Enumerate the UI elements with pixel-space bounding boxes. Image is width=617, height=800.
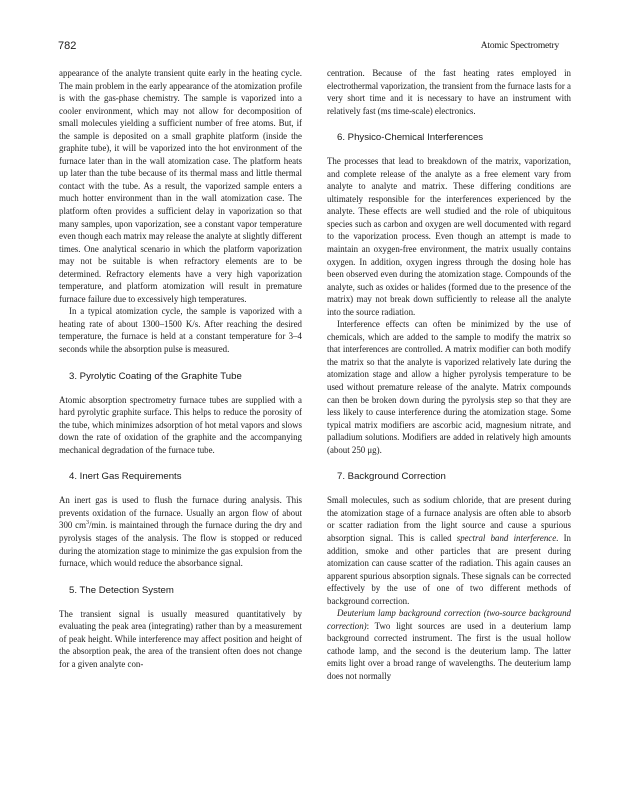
text-span: Small molecules, such as sodium chloride, that are present during the atomization stage of a furnace analysis are often able to absorb or scatter radiation from the light source and cause a spurious absorption signal. This is called [327, 495, 571, 543]
paragraph: The transient signal is usually measured quantitatively by evaluating the peak area (integrating) rather than by a measurement of peak height. While interference may affect position and height of the absorption peak, the area of the transient often does not change for a given analyte con- [59, 608, 302, 669]
paragraph: Interference effects can often be minimized by the use of chemicals, which are added to the sample to modify the matrix so that interferences are controlled. A matrix modifier can both modify the matrix so that the analyte is vaporized relatively late during the atomization stage and allow a higher pyrolysis temperature to be used without premature release of the analyte. Matrix compounds can then be broken down during the pyrolysis step so that they are less likely to cause interference during the atomization stage. Some typical matrix modifiers are ascorbic acid, magnesium nitrate, and palladium solutions. Modifiers are added in relatively high amounts (about 250 μg). [327, 319, 571, 455]
section-heading-pyrolytic-coating: 3. Pyrolytic Coating of the Graphite Tube [69, 370, 242, 382]
page-number: 782 [58, 40, 77, 52]
text-span: : Two light sources are used in a deuterium lamp background corrected instrument. The first is the usual hollow cathode lamp, and the second is the deuterium lamp. The latter emits light over a broad range of wavelengths. The deuterium lamp does not normally [327, 620, 571, 681]
paragraph [327, 607, 571, 682]
paragraph [327, 494, 571, 607]
section-heading-physico-chemical: 6. Physico-Chemical Interferences [337, 132, 484, 144]
paragraph: centration. Because of the fast heating rates employed in electrothermal vaporization, the transient from the furnace lasts for a very short time and it is necessary to have an instrument with relatively fast (ms time-scale) electronics. [327, 68, 571, 116]
running-head: Atomic Spectrometry [480, 41, 559, 51]
paragraph: Atomic absorption spectrometry furnace tubes are supplied with a hard pyrolytic graphite surface. This helps to reduce the porosity of the tube, which minimizes adsorption of hot metal vapors and slows down the rate of oxidation of the graphite and the accompanying mechanical degradation of the furnace tube. [59, 394, 302, 455]
text-span: An inert gas is used to flush the furnace during analysis. This prevents oxidation of the furnace. Usually an argon flow of about 300 cm [59, 495, 302, 531]
paragraph: The processes that lead to breakdown of the matrix, vaporization, and complete release of the analyte as a free element vary from analyte to analyte and matrix. These differing conditions are ultimately responsible for the interferences experienced by the analyte. These effects are well studied and the role of ubiquitous species such as carbon and oxygen are well documented with regard to the vaporization process. Even though an attempt is made to maintain an oxygen-free environment, the matrix usually contains oxygen. In addition, oxygen ingress through the dosing hole has been observed even during the atomization stage. Compounds of the analyte, such as oxides or halides (formed due to the presence of the matrix) may not break down sufficiently to release all the analyte into the source radiation. [327, 156, 571, 317]
paragraph [59, 494, 302, 569]
section-heading-inert-gas: 4. Inert Gas Requirements [69, 471, 182, 483]
text-span: /min. is maintained through the furnace during the dry and pyrolysis stages of the analysis. The flow is stopped or reduced during the atomization stage to minimize the gas expulsion from the furnace, which would reduce the absorbance signal. [59, 520, 302, 569]
paragraph: In a typical atomization cycle, the sample is vaporized with a heating rate of about 1300–1500 K/s. After reaching the desired temperature, the furnace is held at a constant temperature for 3–4 seconds while the absorption pulse is measured. [59, 306, 302, 355]
superscript: 3 [85, 520, 89, 527]
text-span: . In addition, smoke and other particles that are present during atomization can cause scatter of the radiation. This again causes an apparent spurious absorption signals. These signals can be corrected effectively by the use of one of two different methods of background correction. [327, 532, 571, 606]
section-heading-detection-system: 5. The Detection System [69, 584, 174, 596]
left-column [59, 67, 302, 670]
paragraph: appearance of the analyte transient quite early in the heating cycle. The main problem in the early appearance of the atomization profile is with the gas-phase chemistry. The sample is vaporized into a cooler environment, which may not allow for decomposition of small molecules yielding a sufficient number of free atoms. But, if the sample is deposited on a small graphite platform (inside the graphite tube), it will be vaporized into the hot environment of the furnace later than in the wall atomization case. The platform heats up later than the tube because of its thermal mass and little thermal contact with the tube. As a result, the vaporized sample enters a much hotter environment than in the wall atomization case. The platform often provides a sufficient delay in vaporization so that many samples, upon vaporization, see a constant vapor temperature even though each matrix may release the analyte at slightly different times. One analytical scenario in which the platform vaporization may not be suitable is when refractory elements are to be determined. Refractory elements have a very high vaporization temperature, and platform atomization will result in premature furnace failure due to excessively high temperatures. [59, 68, 302, 304]
section-heading-background-correction: 7. Background Correction [337, 471, 446, 483]
right-column [327, 67, 571, 683]
italic-term: Deuterium lamp background correction (two-source background correction) [327, 608, 571, 631]
italic-term: spectral band interference [456, 532, 557, 543]
